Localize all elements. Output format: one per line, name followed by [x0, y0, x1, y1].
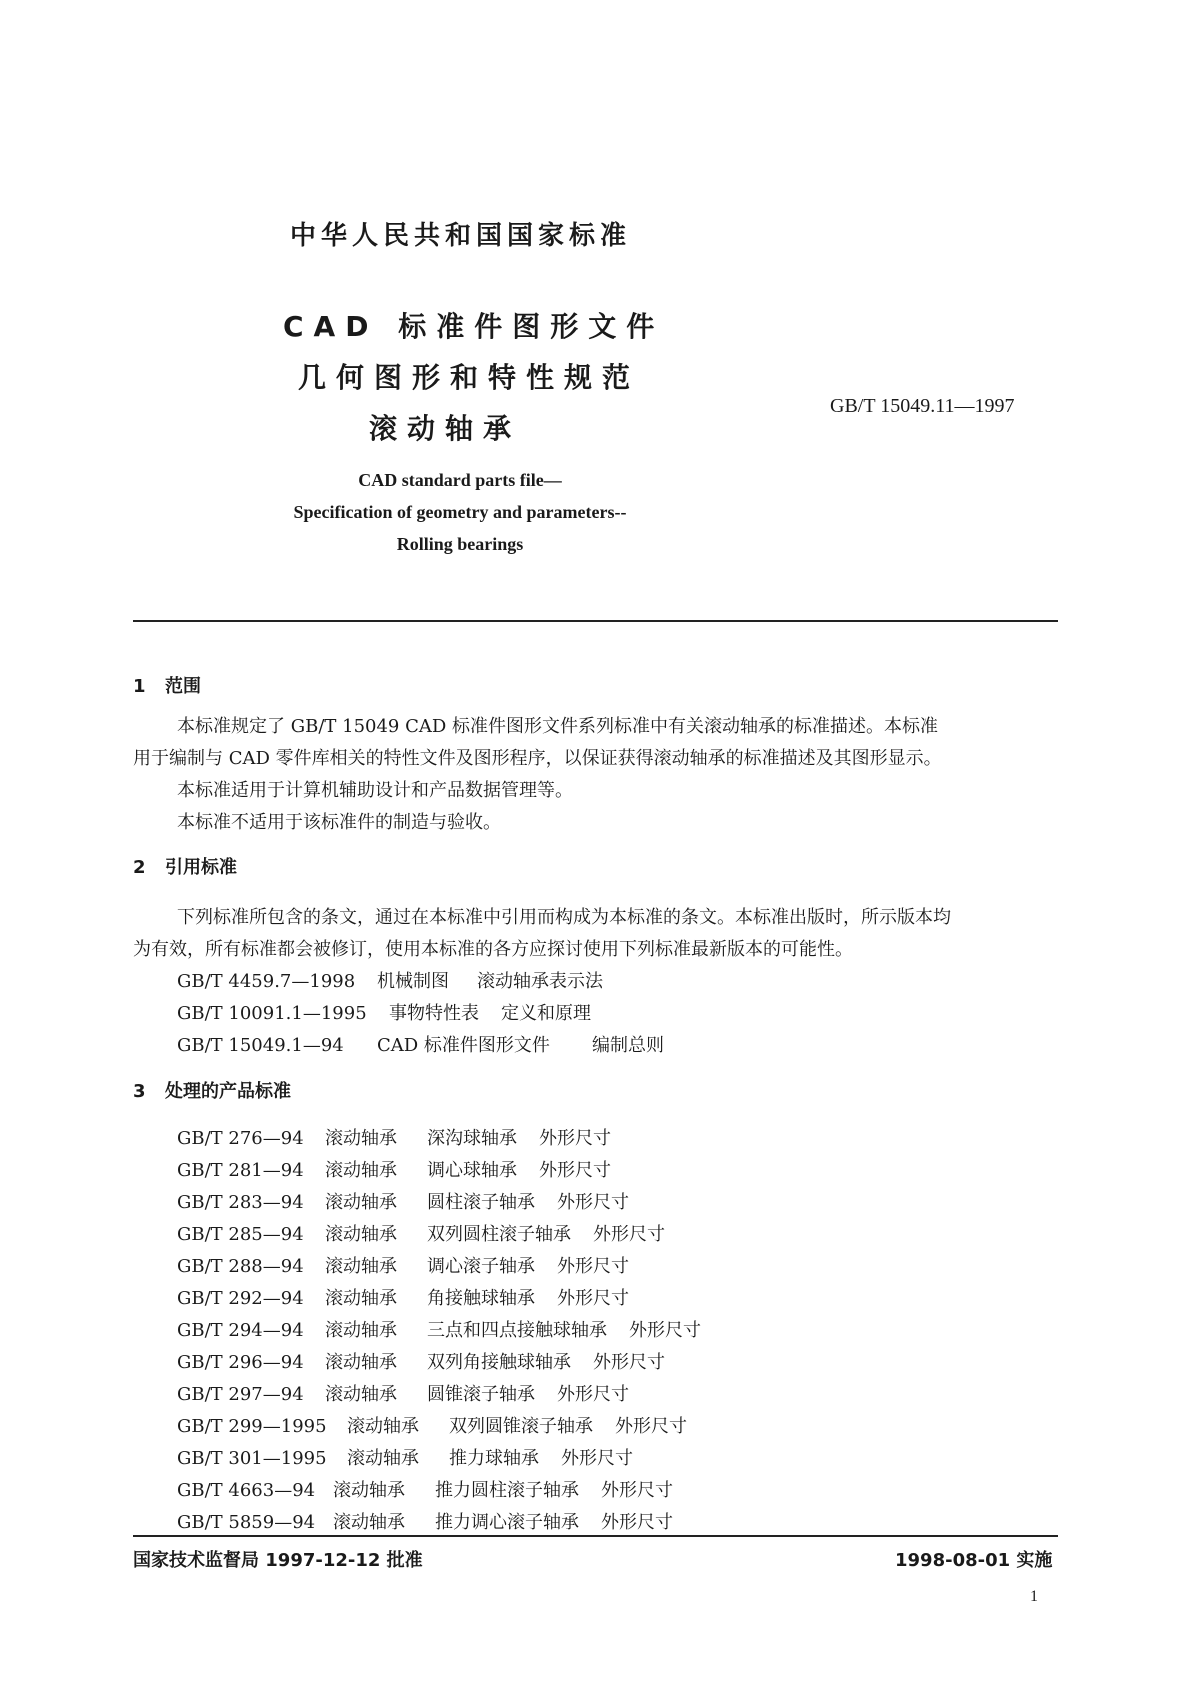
national-standard-title: 中华人民共和国国家标准: [290, 221, 632, 251]
reference-item: [177, 999, 591, 1025]
reference-item: [177, 967, 603, 993]
en-title-line-1: CAD standard parts file—: [358, 470, 562, 490]
product-standard-code: GB/T 5859—94: [177, 1512, 316, 1533]
product-standard-item: [177, 1444, 633, 1470]
en-title-line-3: Rolling bearings: [396, 534, 524, 554]
product-standard-category: 滚动轴承: [325, 1288, 397, 1309]
product-standard-suffix: 外形尺寸: [557, 1384, 629, 1405]
product-standard-item: [177, 1412, 687, 1438]
product-standard-type: 推力球轴承: [449, 1448, 539, 1469]
product-standard-item: [177, 1380, 629, 1406]
product-standard-type: 双列圆柱滚子轴承: [427, 1224, 571, 1245]
product-standard-item: [177, 1316, 701, 1342]
reference-code: GB/T 10091.1—1995: [177, 1003, 367, 1024]
product-standard-category: 滚动轴承: [325, 1320, 397, 1341]
product-standard-type: 圆锥滚子轴承: [427, 1384, 535, 1405]
product-standard-suffix: 外形尺寸: [615, 1416, 687, 1437]
product-standard-suffix: 外形尺寸: [593, 1224, 665, 1245]
reference-title: 机械制图: [377, 971, 449, 992]
section-2-paragraph: 为有效，所有标准都会被修订，使用本标准的各方应探讨使用下列标准最新版本的可能性。: [133, 939, 853, 960]
product-standard-type: 双列角接触球轴承: [427, 1352, 571, 1373]
product-standard-category: 滚动轴承: [325, 1128, 397, 1149]
standard-code: GB/T 15049.11—1997: [830, 395, 1015, 417]
product-standard-item: [177, 1476, 673, 1502]
section-number: 1: [133, 676, 146, 697]
product-standard-suffix: 外形尺寸: [601, 1512, 673, 1533]
product-standard-code: GB/T 297—94: [177, 1384, 304, 1405]
product-standard-item: [177, 1156, 611, 1182]
page-number: 1: [1030, 1588, 1038, 1605]
product-standard-category: 滚动轴承: [347, 1416, 419, 1437]
product-standard-type: 角接触球轴承: [427, 1288, 535, 1309]
approval-note: 国家技术监督局 1997-12-12 批准: [133, 1550, 423, 1571]
implementation-date: 1998-08-01 实施: [895, 1550, 1053, 1571]
product-standard-suffix: 外形尺寸: [539, 1128, 611, 1149]
cn-title-line-2: 几何图形和特性规范: [298, 361, 641, 394]
product-standard-suffix: 外形尺寸: [557, 1288, 629, 1309]
en-title-line-2: Specification of geometry and parameters--: [293, 502, 627, 522]
product-standard-category: 滚动轴承: [325, 1160, 397, 1181]
product-standard-suffix: 外形尺寸: [557, 1192, 629, 1213]
reference-code: GB/T 15049.1—94: [177, 1035, 344, 1056]
section-1-paragraph: 本标准适用于计算机辅助设计和产品数据管理等。: [177, 780, 573, 801]
product-standard-code: GB/T 281—94: [177, 1160, 304, 1181]
product-standard-category: 滚动轴承: [325, 1384, 397, 1405]
footer-divider: [133, 1535, 1058, 1537]
product-standard-suffix: 外形尺寸: [561, 1448, 633, 1469]
section-number: 2: [133, 857, 146, 878]
product-standard-item: [177, 1508, 673, 1534]
section-2-heading: [133, 853, 237, 879]
product-standard-category: 滚动轴承: [333, 1512, 405, 1533]
section-title: 范围: [165, 676, 201, 697]
reference-item: [177, 1031, 664, 1057]
product-standard-suffix: 外形尺寸: [601, 1480, 673, 1501]
product-standard-category: 滚动轴承: [325, 1192, 397, 1213]
product-standard-suffix: 外形尺寸: [593, 1352, 665, 1373]
product-standard-code: GB/T 4663—94: [177, 1480, 316, 1501]
product-standard-code: GB/T 285—94: [177, 1224, 304, 1245]
product-standard-type: 推力圆柱滚子轴承: [435, 1480, 579, 1501]
product-standard-category: 滚动轴承: [325, 1256, 397, 1277]
reference-code: GB/T 4459.7—1998: [177, 971, 356, 992]
product-standard-category: 滚动轴承: [325, 1352, 397, 1373]
product-standard-suffix: 外形尺寸: [539, 1160, 611, 1181]
product-standard-code: GB/T 301—1995: [177, 1448, 327, 1469]
product-standard-type: 三点和四点接触球轴承: [427, 1320, 607, 1341]
product-standard-code: GB/T 294—94: [177, 1320, 304, 1341]
section-2-paragraph: 下列标准所包含的条文，通过在本标准中引用而构成为本标准的条文。本标准出版时，所示版本均: [177, 907, 951, 928]
section-1-paragraph: 本标准规定了 GB/T 15049 CAD 标准件图形文件系列标准中有关滚动轴承的标准描述。本标准: [177, 716, 939, 737]
product-standard-type: 调心球轴承: [427, 1160, 517, 1181]
product-standard-code: GB/T 296—94: [177, 1352, 304, 1373]
product-standard-suffix: 外形尺寸: [629, 1320, 701, 1341]
product-standard-item: [177, 1348, 665, 1374]
section-1-paragraph: 用于编制与 CAD 零件库相关的特性文件及图形程序，以保证获得滚动轴承的标准描述及其图形显示。: [133, 748, 942, 769]
reference-subtitle: 滚动轴承表示法: [477, 971, 603, 992]
reference-title: CAD 标准件图形文件: [377, 1035, 550, 1056]
product-standard-code: GB/T 292—94: [177, 1288, 304, 1309]
cn-title-line-1: CAD 标准件图形文件: [283, 310, 665, 343]
product-standard-type: 深沟球轴承: [427, 1128, 517, 1149]
product-standard-item: [177, 1284, 629, 1310]
product-standard-type: 圆柱滚子轴承: [427, 1192, 535, 1213]
product-standard-type: 调心滚子轴承: [427, 1256, 535, 1277]
section-title: 引用标准: [165, 857, 237, 878]
product-standard-type: 推力调心滚子轴承: [435, 1512, 579, 1533]
cn-title-line-3: 滚动轴承: [369, 412, 522, 445]
product-standard-item: [177, 1220, 665, 1246]
product-standard-category: 滚动轴承: [325, 1224, 397, 1245]
product-standard-suffix: 外形尺寸: [557, 1256, 629, 1277]
product-standard-code: GB/T 299—1995: [177, 1416, 327, 1437]
section-1-paragraph: 本标准不适用于该标准件的制造与验收。: [177, 812, 501, 833]
product-standard-category: 滚动轴承: [347, 1448, 419, 1469]
section-3-heading: [133, 1077, 291, 1103]
product-standard-code: GB/T 283—94: [177, 1192, 304, 1213]
product-standard-item: [177, 1188, 629, 1214]
reference-subtitle: 编制总则: [592, 1035, 664, 1056]
section-number: 3: [133, 1081, 146, 1102]
product-standard-item: [177, 1124, 611, 1150]
section-title: 处理的产品标准: [165, 1081, 291, 1102]
product-standard-code: GB/T 276—94: [177, 1128, 304, 1149]
product-standard-category: 滚动轴承: [333, 1480, 405, 1501]
reference-title: 事物特性表: [389, 1003, 479, 1024]
reference-subtitle: 定义和原理: [501, 1003, 591, 1024]
section-1-heading: [133, 672, 201, 698]
product-standard-code: GB/T 288—94: [177, 1256, 304, 1277]
product-standard-type: 双列圆锥滚子轴承: [449, 1416, 593, 1437]
product-standard-item: [177, 1252, 629, 1278]
header-divider: [133, 620, 1058, 622]
